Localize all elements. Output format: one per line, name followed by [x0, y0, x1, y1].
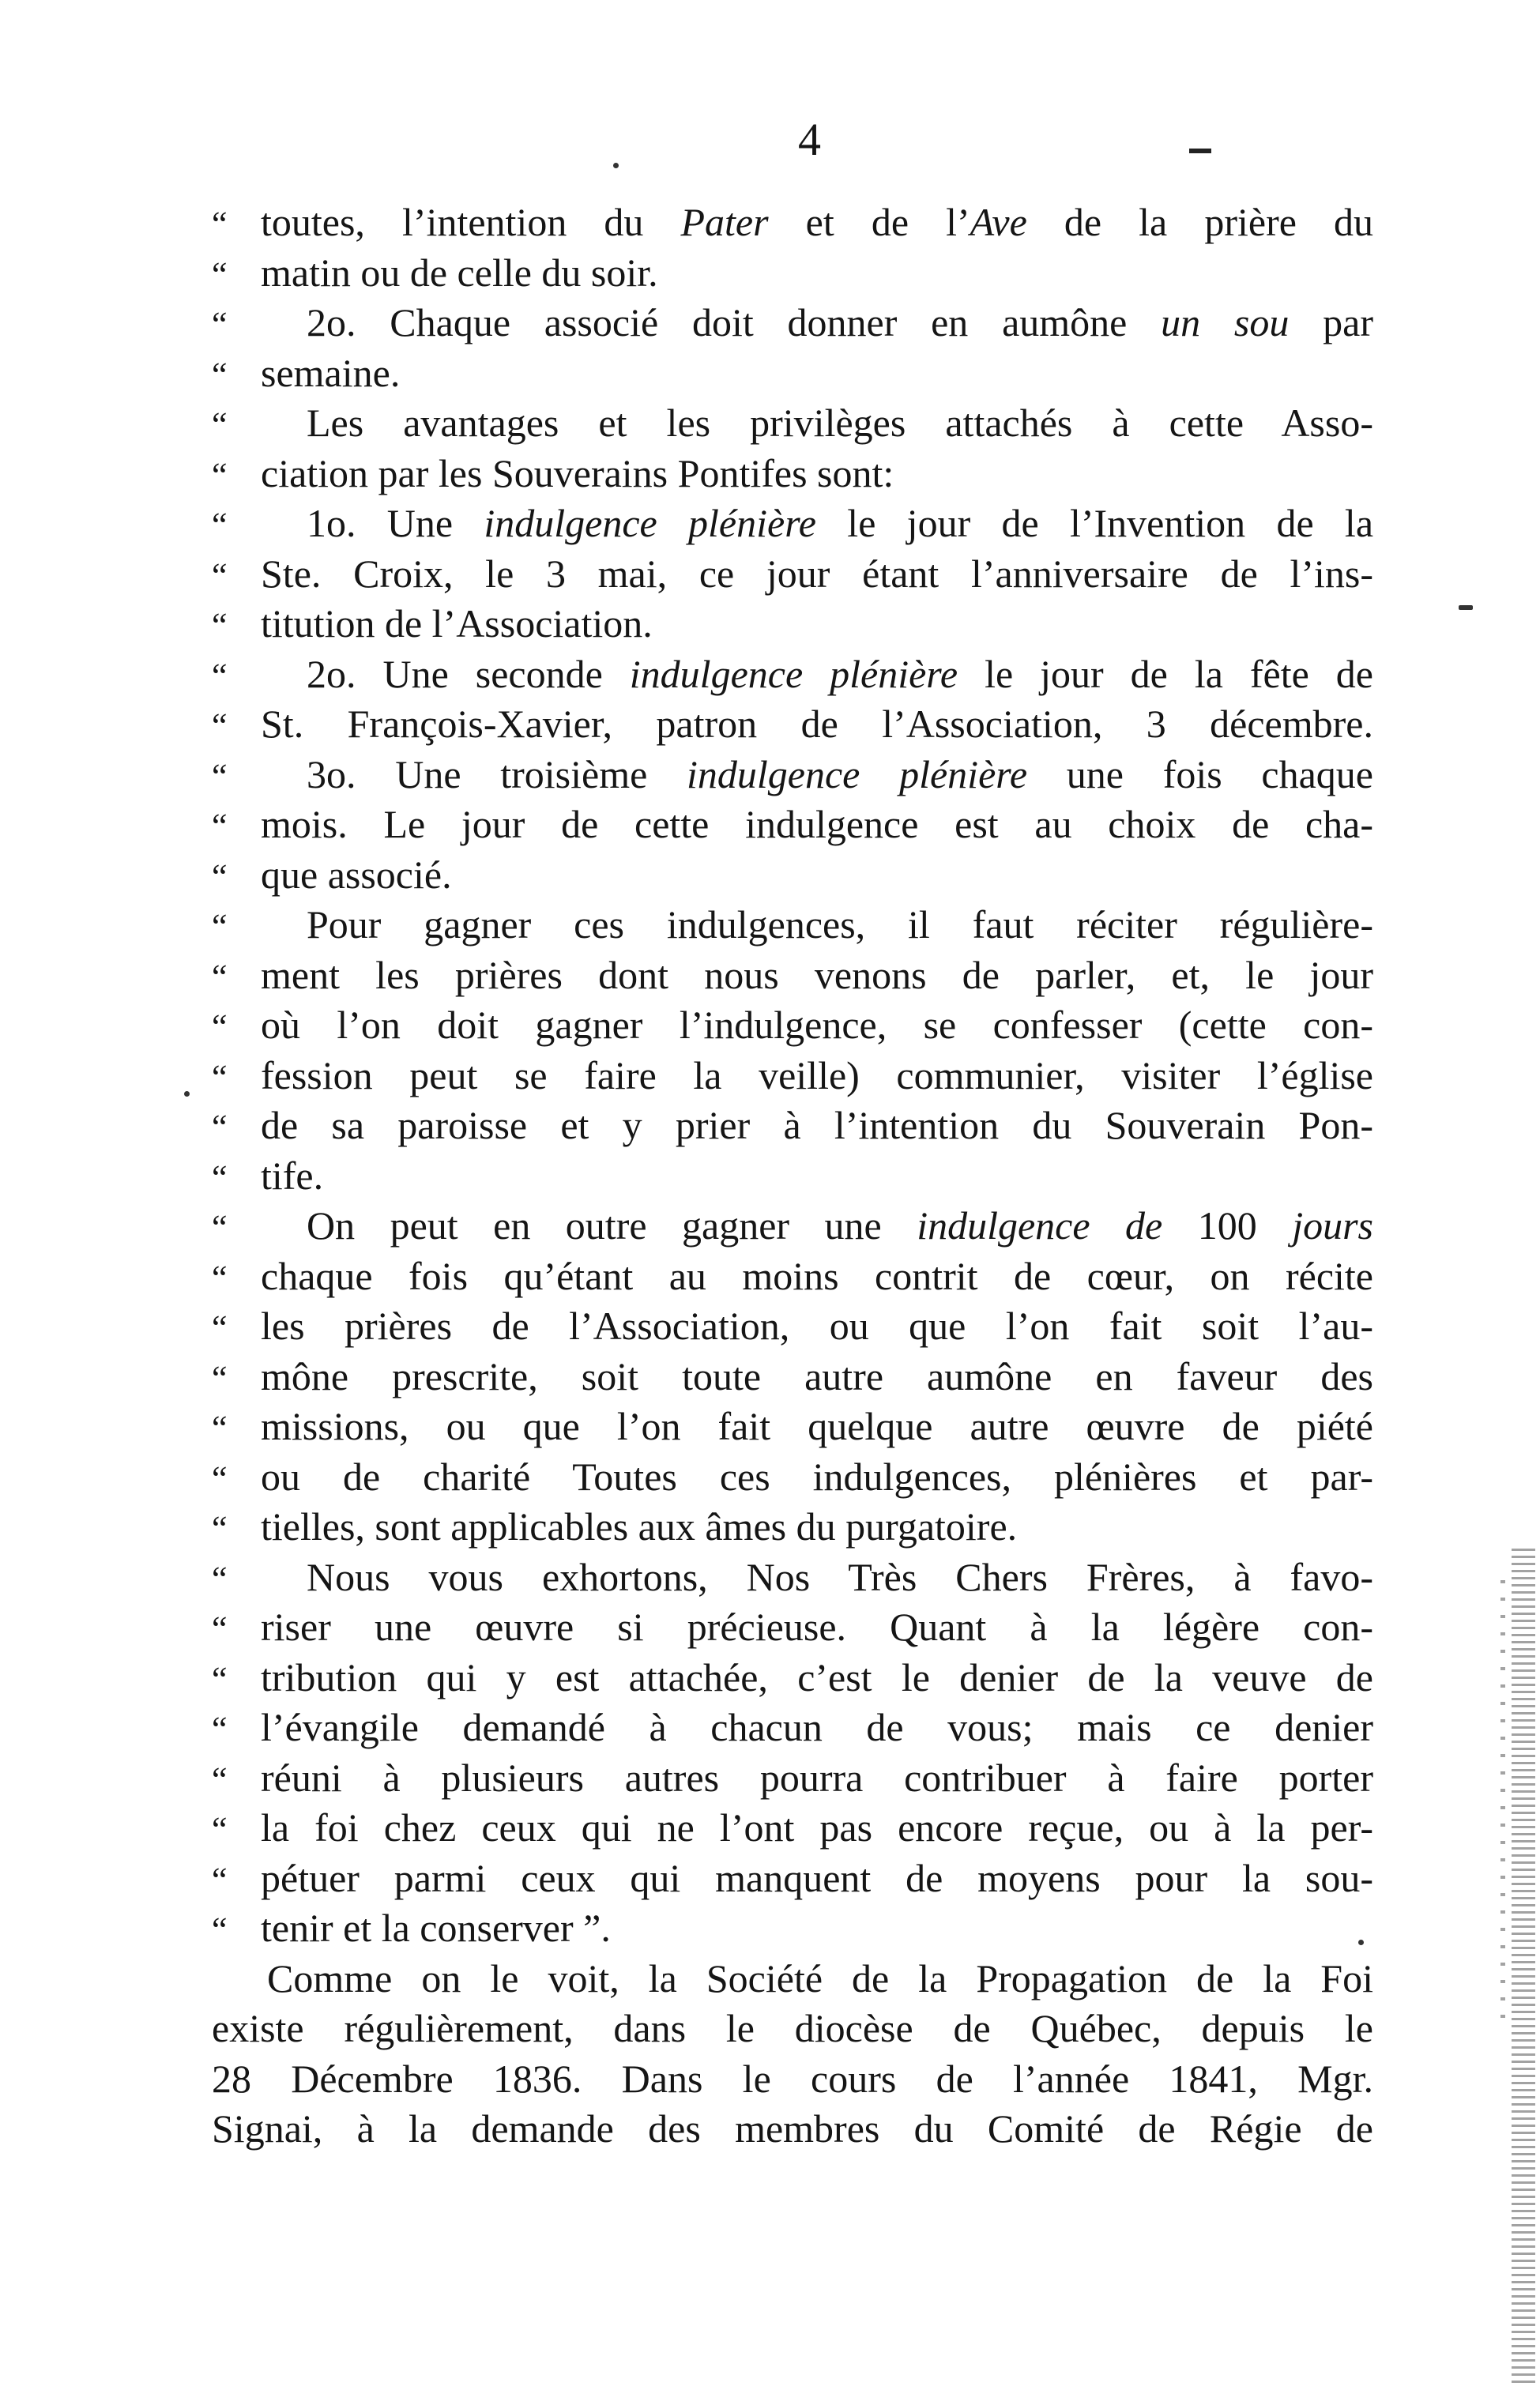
quote-mark: “: [212, 1358, 228, 1398]
text-run: où l’on doit gagner l’indulgence, se confesser (cette con-: [261, 1003, 1373, 1047]
text-line: [212, 699, 1373, 750]
text-line: [212, 348, 1373, 399]
text-line: [212, 1803, 1373, 1854]
italic-text: Pater: [680, 200, 769, 244]
text-run: 2o. Chaque associé doit donner en aumône: [307, 300, 1162, 344]
text-line: [212, 1854, 1373, 1904]
quote-mark: “: [212, 1760, 228, 1799]
text-run: titution de l’Association.: [261, 601, 653, 645]
text-run: ou de charité Toutes ces indulgences, plénières et par-: [261, 1454, 1373, 1499]
text-run: mône prescrite, soit toute autre aumône en faveur des: [261, 1353, 1373, 1398]
text-run: missions, ou que l’on fait quelque autre œuvre de piété: [261, 1404, 1373, 1448]
quote-mark: “: [212, 957, 228, 996]
text-run: par: [1289, 300, 1373, 344]
quote-mark: “: [212, 1609, 228, 1648]
quote-mark: “: [212, 1559, 228, 1598]
text-line: [212, 2104, 1373, 2155]
text-run: l’évangile demandé à chacun de vous; mais ce denier: [261, 1705, 1373, 1749]
text-line: [212, 1352, 1373, 1402]
quote-mark: “: [212, 455, 228, 495]
text-line: [212, 1502, 1373, 1553]
italic-text: indulgence plénière: [687, 751, 1028, 796]
quote-mark: “: [212, 807, 228, 845]
text-run: semaine.: [261, 350, 401, 395]
text-run: pétuer parmi ceux qui manquent de moyens pour la sou-: [261, 1855, 1373, 1900]
italic-text: indulgence plénière: [629, 651, 958, 696]
text-run: 28 Décembre 1836. Dans le cours de l’année 1841, Mgr.: [212, 2056, 1373, 2101]
text-run: tife.: [261, 1153, 324, 1198]
binding-edge-inner: [1500, 1580, 1505, 2023]
text-run: 3o. Une troisième: [307, 751, 687, 796]
text-run: la foi chez ceux qui ne l’ont pas encore reçue, ou à la per-: [261, 1805, 1373, 1850]
quote-mark: “: [212, 1509, 228, 1548]
text-run: Signai, à la demande des membres du Comité de Régie de: [212, 2106, 1373, 2151]
text-line: [212, 950, 1373, 1001]
quote-mark: “: [212, 606, 228, 645]
italic-text: indulgence de: [917, 1203, 1163, 1248]
print-speck: [613, 163, 619, 168]
text-line: [212, 1553, 1373, 1603]
quote-mark: “: [212, 907, 228, 946]
print-speck: [184, 1091, 190, 1097]
text-run: le jour de la fête de: [958, 651, 1373, 696]
text-run: de la prière du: [1026, 200, 1373, 244]
quote-mark: “: [212, 355, 228, 394]
text-line: [212, 1301, 1373, 1352]
text-line: [212, 1051, 1373, 1101]
text-run: riser une œuvre si précieuse. Quant à la légère con-: [261, 1605, 1373, 1649]
quote-mark: “: [212, 1810, 228, 1849]
quote-mark: “: [212, 555, 228, 595]
text-run: ciation par les Souverains Pontifes sont:: [261, 450, 894, 495]
text-run: réuni à plusieurs autres pourra contribuer à faire porter: [261, 1755, 1373, 1800]
text-line: [212, 1201, 1373, 1251]
text-line: [212, 1151, 1373, 1202]
text-line: [212, 850, 1373, 901]
quote-mark: “: [212, 706, 228, 745]
text-run: tribution qui y est attachée, c’est le denier de la veuve de: [261, 1654, 1373, 1699]
quote-mark: “: [212, 756, 228, 796]
text-line: [212, 248, 1373, 299]
text-line: [212, 2004, 1373, 2054]
text-line: [212, 1703, 1373, 1753]
text-line: [212, 599, 1373, 649]
quote-mark: “: [212, 1258, 228, 1297]
quote-mark: “: [212, 1458, 228, 1498]
quote-mark: “: [212, 254, 228, 294]
quote-mark: “: [212, 1208, 228, 1247]
quote-mark: “: [212, 1710, 228, 1748]
text-line: [212, 649, 1373, 700]
text-run: le jour de l’Invention de la: [816, 501, 1374, 545]
text-line: [212, 298, 1373, 348]
text-run: Les avantages et les privilèges attachés à cette Asso-: [307, 401, 1373, 445]
text-run: St. François-Xavier, patron de l’Association, 3 décembre.: [261, 702, 1373, 746]
text-run: les prières de l’Association, ou que l’on fait soit l’au-: [261, 1304, 1373, 1348]
italic-text: jours: [1292, 1203, 1373, 1248]
text-line: [212, 499, 1373, 549]
text-run: tielles, sont applicables aux âmes du purgatoire.: [261, 1504, 1018, 1549]
text-run: que associé.: [261, 852, 452, 897]
text-line: [212, 1402, 1373, 1452]
text-run: Ste. Croix, le 3 mai, ce jour étant l’anniversaire de l’ins-: [261, 551, 1373, 596]
page-number: 4: [798, 114, 821, 165]
quote-mark: “: [212, 1108, 228, 1146]
text-run: une fois chaque: [1027, 751, 1373, 796]
quote-mark: “: [212, 856, 228, 896]
print-speck: [1459, 605, 1473, 610]
text-run: de sa paroisse et y prier à l’intention du Souverain Pon-: [261, 1103, 1373, 1147]
text-run: On peut en outre gagner une: [307, 1203, 917, 1248]
quote-mark: “: [212, 1007, 228, 1046]
text-run: mois. Le jour de cette indulgence est au choix de cha-: [261, 802, 1373, 846]
text-line: [212, 900, 1373, 950]
text-run: Nous vous exhortons, Nos Très Chers Frères, à favo-: [307, 1554, 1373, 1599]
text-run: fession peut se faire la veille) communier, visiter l’église: [261, 1052, 1373, 1097]
quote-mark: “: [212, 205, 228, 243]
quote-mark: “: [212, 405, 228, 444]
quote-mark: “: [212, 1308, 228, 1347]
quote-mark: “: [212, 305, 228, 344]
text-run: et de l’: [768, 200, 970, 244]
quote-mark: “: [212, 1157, 228, 1197]
text-line: [212, 198, 1373, 248]
text-line: [212, 1101, 1373, 1151]
body-text: [212, 198, 1373, 2155]
text-line: [212, 2054, 1373, 2105]
text-line: [212, 1251, 1373, 1302]
text-line: [212, 750, 1373, 800]
quote-mark: “: [212, 1860, 228, 1899]
italic-text: Ave: [970, 200, 1027, 244]
text-line: [212, 1452, 1373, 1503]
text-run: matin ou de celle du soir.: [261, 250, 658, 295]
text-line: [212, 1653, 1373, 1703]
text-run: Pour gagner ces indulgences, il faut réciter régulière-: [307, 902, 1373, 947]
text-line: [212, 1602, 1373, 1653]
text-line: [212, 1954, 1373, 2004]
quote-mark: “: [212, 1910, 228, 1949]
text-line: [212, 1000, 1373, 1051]
text-run: chaque fois qu’étant au moins contrit de cœur, on récite: [261, 1253, 1373, 1298]
text-run: 2o. Une seconde: [307, 651, 630, 696]
text-run: ment les prières dont nous venons de parler, et, le jour: [261, 952, 1373, 997]
text-line: [212, 1753, 1373, 1804]
text-run: existe régulièrement, dans le diocèse de Québec, depuis le: [212, 2006, 1373, 2050]
text-line: [212, 549, 1373, 600]
text-run: toutes, l’intention du: [261, 200, 681, 244]
quote-mark: “: [212, 1057, 228, 1097]
text-run: Comme on le voit, la Société de la Propagation de la Foi: [267, 1955, 1373, 2000]
quote-mark: “: [212, 656, 228, 695]
quote-mark: “: [212, 1409, 228, 1447]
text-line: [212, 1903, 1373, 1954]
text-line: [212, 449, 1373, 499]
text-run: tenir et la conserver ”.: [261, 1906, 611, 1950]
print-mark: [1189, 149, 1211, 153]
text-line: [212, 398, 1373, 449]
binding-edge: [1512, 1549, 1535, 2386]
text-run: 100: [1162, 1203, 1293, 1248]
text-run: 1o. Une: [307, 501, 484, 545]
quote-mark: “: [212, 1659, 228, 1699]
quote-mark: “: [212, 506, 228, 544]
italic-text: un sou: [1161, 300, 1290, 344]
italic-text: indulgence plénière: [484, 501, 817, 545]
text-line: [212, 800, 1373, 850]
